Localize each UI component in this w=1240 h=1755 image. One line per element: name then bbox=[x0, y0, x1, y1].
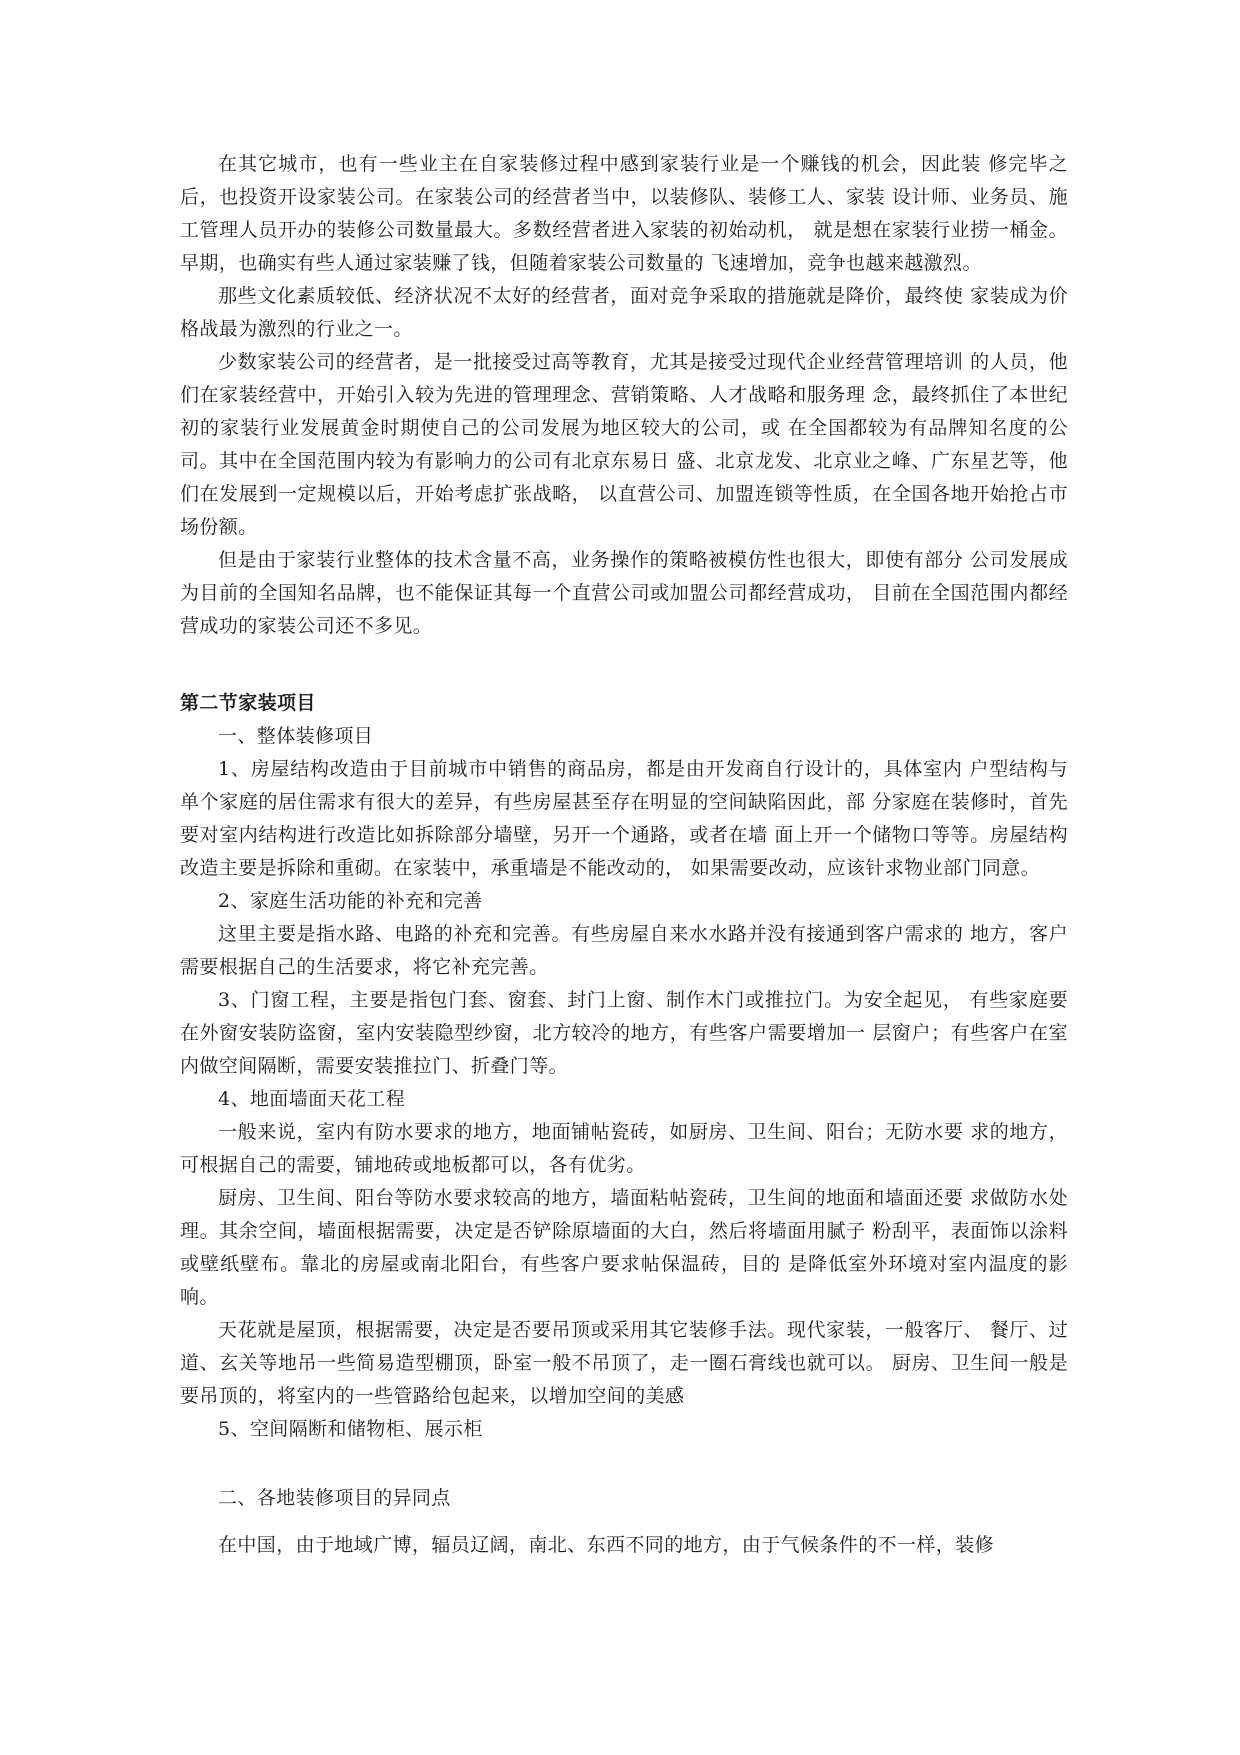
body-paragraph: 一般来说，室内有防水要求的地方，地面铺帖瓷砖，如厨房、卫生间、阳台；无防水要 求的地方，可根据自己的需要，铺地砖或地板都可以，各有优劣。 bbox=[180, 1121, 1068, 1176]
document-page bbox=[180, 148, 1068, 1562]
section-spacer bbox=[180, 643, 1068, 687]
list-item: 2、家庭生活功能的补充和完善 bbox=[218, 890, 483, 912]
section-spacer bbox=[180, 1446, 1068, 1482]
body-paragraph: 天花就是屋顶，根据需要，决定是否要吊顶或采用其它装修手法。现代家装，一般客厅、 餐厅、过道、玄关等地吊一些简易造型棚顶，卧室一般不吊顶了，走一圈石膏线也就可以。 厨房、卫生间一般是要吊顶的，将室内的一些管路给包起来，以增加空间的美感 bbox=[180, 1319, 1068, 1407]
body-paragraph: 但是由于家装行业整体的技术含量不高，业务操作的策略被模仿性也很大，即使有部分 公司发展成为目前的全国知名品牌，也不能保证其每一个直营公司或加盟公司都经营成功， 目前在全国范围内都经营成功的家装公司还不多见。 bbox=[180, 549, 1068, 637]
subsection-heading: 一、整体装修项目 bbox=[218, 725, 374, 747]
section-heading: 第二节家装项目 bbox=[180, 692, 316, 714]
subsection-heading: 二、各地装修项目的异同点 bbox=[218, 1487, 451, 1509]
list-item: 1、房屋结构改造由于目前城市中销售的商品房，都是由开发商自行设计的，具体室内 户型结构与单个家庭的居住需求有很大的差异，有些房屋甚至存在明显的空间缺陷因此，部 分家庭在装修时，首先要对室内结构进行改造比如拆除部分墙壁，另开一个通路，或者在墙 面上开一个储物口等等。房屋结构改造主要是拆除和重砌。在家装中，承重墙是不能改动的， 如果需要改动，应该针求物业部门同意。 bbox=[180, 758, 1068, 879]
paragraph-spacer bbox=[180, 1515, 1068, 1529]
list-item: 5、空间隔断和储物柜、展示柜 bbox=[218, 1418, 483, 1440]
body-paragraph: 在中国，由于地域广博，辐员辽阔，南北、东西不同的地方，由于气候条件的不一样，装修 bbox=[218, 1534, 995, 1556]
body-paragraph: 在其它城市，也有一些业主在自家装修过程中感到家装行业是一个赚钱的机会，因此装 修完毕之后，也投资开设家装公司。在家装公司的经营者当中，以装修队、装修工人、家装 设计师、业务员、施工管理人员开办的装修公司数量最大。多数经营者进入家装的初始动机， 就是想在家装行业捞一桶金。早期，也确实有些人通过家装赚了钱，但随着家装公司数量的 飞速增加，竞争也越来越激烈。 bbox=[180, 153, 1068, 274]
body-paragraph: 少数家装公司的经营者，是一批接受过高等教育，尤其是接受过现代企业经营管理培训 的人员，他们在家装经营中，开始引入较为先进的管理理念、营销策略、人才战略和服务理 念，最终抓住了本世纪初的家装行业发展黄金时期使自己的公司发展为地区较大的公司，或 在全国都较为有品牌知名度的公司。其中在全国范围内较为有影响力的公司有北京东易日 盛、北京龙发、北京业之峰、广东星艺等，他们在发展到一定规模以后，开始考虑扩张战略， 以直营公司、加盟连锁等性质，在全国各地开始抢占市场份额。 bbox=[180, 351, 1068, 538]
list-item: 4、地面墙面天花工程 bbox=[218, 1088, 406, 1110]
body-paragraph: 这里主要是指水路、电路的补充和完善。有些房屋自来水水路并没有接通到客户需求的 地方，客户需要根据自己的生活要求，将它补充完善。 bbox=[180, 923, 1068, 978]
body-paragraph: 那些文化素质较低、经济状况不太好的经营者，面对竞争采取的措施就是降价，最终使 家装成为价格战最为激烈的行业之一。 bbox=[180, 285, 1068, 340]
body-paragraph: 厨房、卫生间、阳台等防水要求较高的地方，墙面粘帖瓷砖，卫生间的地面和墙面还要 求做防水处理。其余空间，墙面根据需要，决定是否铲除原墙面的大白，然后将墙面用腻子 粉刮平，表面饰以涂料或壁纸壁布。靠北的房屋或南北阳台，有些客户要求帖保温砖，目的 是降低室外环境对室内温度的影响。 bbox=[180, 1187, 1068, 1308]
list-item: 3、门窗工程，主要是指包门套、窗套、封门上窗、制作木门或推拉门。为安全起见， 有些家庭要在外窗安装防盗窗，室内安装隐型纱窗，北方较冷的地方，有些客户需要增加一 层窗户；有些客户在室内做空间隔断，需要安装推拉门、折叠门等。 bbox=[180, 989, 1068, 1077]
